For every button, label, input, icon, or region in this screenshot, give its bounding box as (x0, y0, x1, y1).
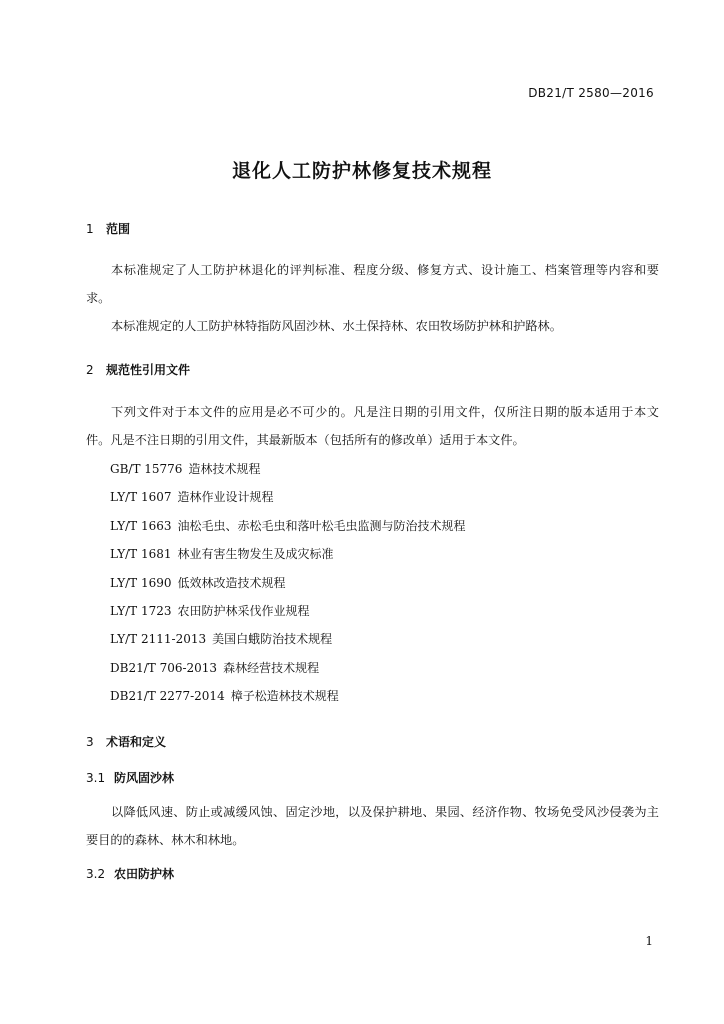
subsection-number: 3.2 (86, 867, 106, 881)
reference-item (110, 597, 466, 625)
subsection-number: 3.1 (86, 771, 106, 785)
reference-code: LY/T 1663 (110, 518, 172, 533)
section-title: 术语和定义 (106, 735, 167, 749)
normative-references-paragraph: 下列文件对于本文件的应用是必不可少的。凡是注日期的引用文件，仅所注日期的版本适用于本文件。凡是不注日期的引用文件，其最新版本（包括所有的修改单）适用于本文件。 (86, 405, 659, 447)
reference-code: LY/T 1690 (110, 575, 172, 590)
reference-code: LY/T 2111-2013 (110, 632, 207, 647)
subsection-title: 防风固沙林 (114, 771, 175, 785)
reference-item (110, 569, 466, 597)
reference-title: 造林作业设计规程 (177, 490, 274, 505)
section-3-heading (86, 733, 166, 750)
reference-title: 造林技术规程 (188, 462, 261, 476)
reference-item (110, 682, 466, 710)
reference-title: 森林经营技术规程 (223, 660, 320, 675)
subsection-3-2-heading (86, 865, 174, 882)
reference-title: 低效林改造技术规程 (177, 575, 286, 590)
subsection-title: 农田防护林 (114, 867, 175, 881)
section-1-heading (86, 220, 130, 237)
section-number: 1 (86, 222, 94, 236)
reference-item (110, 483, 466, 511)
scope-paragraph-2: 本标准规定的人工防护林特指防风固沙林、水土保持林、农田牧场防护林和护路林。 (111, 319, 562, 333)
section-number: 2 (86, 363, 94, 377)
reference-code: GB/T 15776 (110, 462, 183, 476)
term-definition-paragraph: 以降低风速、防止或减缓风蚀、固定沙地，以及保护耕地、果园、经济作物、牧场免受风沙侵袭为主要目的的森林、林木和林地。 (86, 805, 659, 847)
reference-item (110, 625, 466, 653)
reference-title: 樟子松造林技术规程 (230, 689, 339, 704)
section-2-heading (86, 361, 190, 378)
reference-item (110, 512, 466, 540)
document-title: 退化人工防护林修复技术规程 (231, 160, 492, 182)
reference-code: DB21/T 2277-2014 (110, 689, 225, 704)
scope-paragraph-1: 本标准规定了人工防护林退化的评判标准、程度分级、修复方式、设计施工、档案管理等内容和要求。 (86, 263, 659, 305)
standard-code: DB21/T 2580—2016 (528, 86, 654, 100)
reference-code: LY/T 1607 (110, 490, 172, 505)
reference-title: 油松毛虫、赤松毛虫和落叶松毛虫监测与防治技术规程 (177, 518, 466, 533)
subsection-3-1-heading (86, 769, 174, 786)
reference-code: LY/T 1723 (110, 603, 172, 618)
section-number: 3 (86, 735, 94, 749)
reference-code: LY/T 1681 (110, 547, 172, 562)
page-number: 1 (645, 934, 653, 948)
reference-item (110, 455, 466, 483)
section-title: 规范性引用文件 (106, 363, 191, 377)
reference-code: DB21/T 706-2013 (110, 660, 218, 675)
reference-title: 林业有害生物发生及成灾标准 (177, 547, 334, 562)
reference-item (110, 540, 466, 568)
section-title: 范围 (106, 222, 131, 236)
reference-list (110, 455, 466, 711)
reference-item (110, 654, 466, 682)
reference-title: 农田防护林采伐作业规程 (177, 603, 310, 618)
reference-title: 美国白蛾防治技术规程 (212, 632, 333, 647)
